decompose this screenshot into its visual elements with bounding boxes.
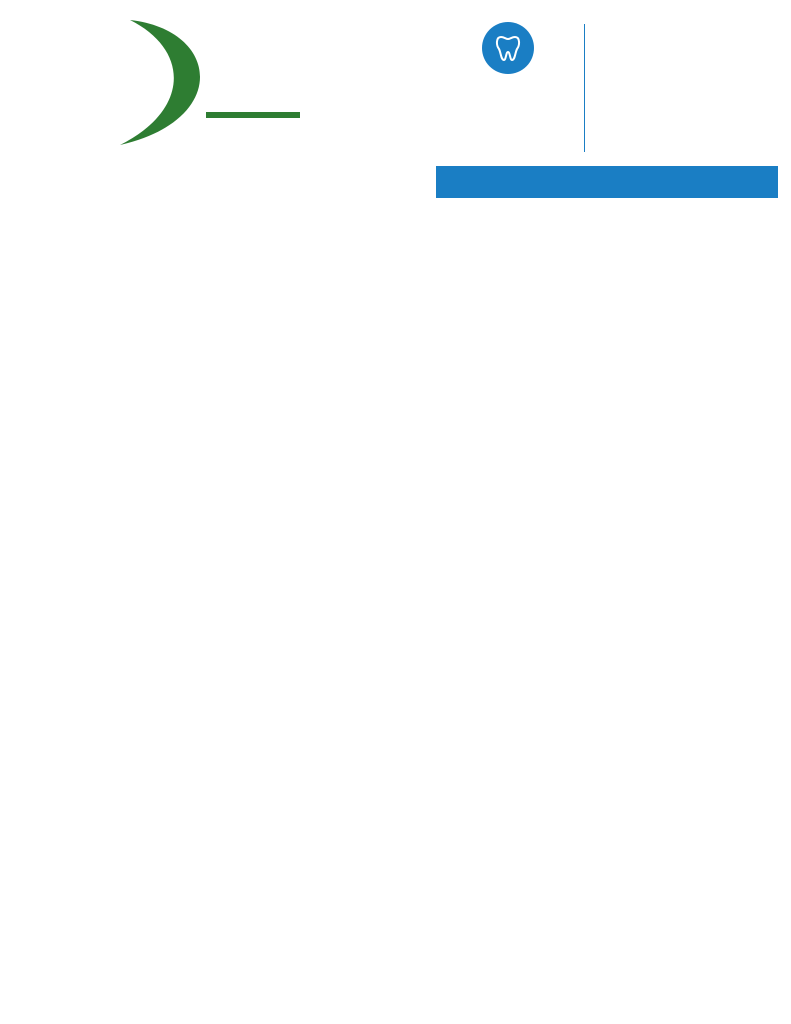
mnn-logo xyxy=(10,10,310,150)
header xyxy=(0,0,791,205)
crescent-icon xyxy=(100,10,240,150)
dental-ad xyxy=(434,14,782,200)
mnn-bar xyxy=(206,112,300,118)
dental-banner xyxy=(436,166,778,198)
tooth-icon xyxy=(482,22,534,74)
dental-divider xyxy=(584,24,585,152)
